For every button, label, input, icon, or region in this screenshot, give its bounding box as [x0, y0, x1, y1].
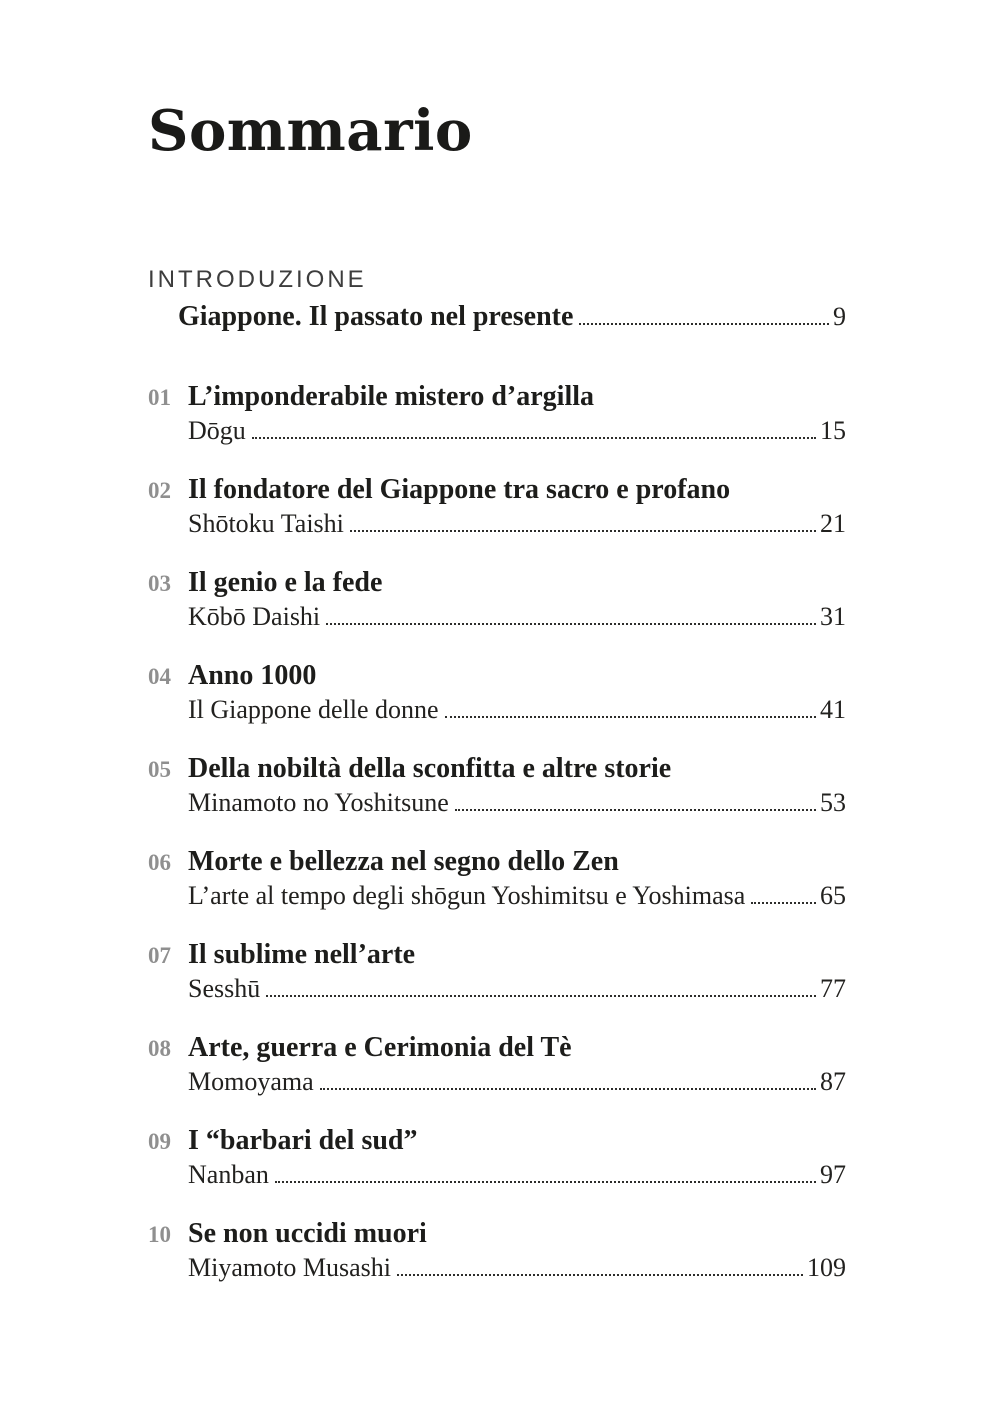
entry-subtitle-row: [188, 786, 846, 820]
page-number: 97: [820, 1160, 846, 1189]
dot-leader: [445, 716, 816, 718]
entry-title-row: [148, 1124, 846, 1158]
dot-leader: [579, 323, 829, 325]
page-number: 31: [820, 602, 846, 631]
page-number: 53: [820, 788, 846, 817]
dot-leader: [320, 1088, 816, 1090]
page-title: Sommario: [148, 98, 473, 164]
chapter-number: 01: [148, 385, 171, 410]
chapter-number: 08: [148, 1036, 171, 1061]
toc-entry: [148, 1124, 846, 1192]
chapter-number: 06: [148, 850, 171, 875]
page-number: 65: [820, 881, 846, 910]
page-number: 41: [820, 695, 846, 724]
dot-leader: [751, 902, 816, 904]
chapter-subtitle: L’arte al tempo degli shōgun Yoshimitsu e Yoshimasa: [188, 881, 746, 910]
entry-subtitle-row: [188, 600, 846, 634]
chapter-subtitle: Momoyama: [188, 1067, 314, 1096]
entry-title-row: [148, 659, 846, 693]
entry-title-row: [148, 1031, 846, 1065]
dot-leader: [266, 995, 816, 997]
chapter-title: Anno 1000: [188, 660, 317, 691]
entry-title-row: [148, 380, 846, 414]
dot-leader: [397, 1274, 803, 1276]
entry-title-row: [148, 566, 846, 600]
entry-title-row: [148, 938, 846, 972]
entry-subtitle-row: [188, 693, 846, 727]
chapter-title: L’imponderabile mistero d’argilla: [188, 381, 594, 412]
toc-content: [148, 96, 846, 1310]
chapter-title: Il genio e la fede: [188, 567, 383, 598]
dot-leader: [326, 623, 816, 625]
chapter-subtitle: Il Giappone delle donne: [188, 695, 439, 724]
toc-entry: [148, 845, 846, 913]
chapter-number: 02: [148, 478, 171, 503]
entry-title-row: [148, 752, 846, 786]
chapter-subtitle: Shōtoku Taishi: [188, 509, 344, 538]
page-number: 87: [820, 1067, 846, 1096]
chapter-number: 05: [148, 757, 171, 782]
entry-subtitle-row: [188, 1158, 846, 1192]
dot-leader: [275, 1181, 816, 1183]
entry-subtitle-row: [188, 972, 846, 1006]
chapter-subtitle: Dōgu: [188, 416, 246, 445]
page-number: 109: [807, 1253, 846, 1282]
chapter-number: 09: [148, 1129, 171, 1154]
entry-subtitle-row: [188, 414, 846, 448]
toc-entry: [148, 566, 846, 634]
toc-entry: [148, 938, 846, 1006]
dot-leader: [252, 437, 816, 439]
entry-title-row: [148, 845, 846, 879]
chapter-title: I “barbari del sud”: [188, 1125, 418, 1156]
intro-title: Giappone. Il passato nel presente: [178, 301, 574, 332]
intro-entry: [178, 300, 846, 334]
chapter-number: 07: [148, 943, 171, 968]
chapter-number: 10: [148, 1222, 171, 1247]
entry-subtitle-row: [188, 1251, 846, 1285]
toc-entry: [148, 659, 846, 727]
page-number: 21: [820, 509, 846, 538]
toc-entry: [148, 380, 846, 448]
entry-subtitle-row: [188, 879, 846, 913]
chapter-title: Arte, guerra e Cerimonia del Tè: [188, 1032, 572, 1063]
chapter-title: Se non uccidi muori: [188, 1218, 427, 1249]
chapter-number: 03: [148, 571, 171, 596]
chapter-subtitle: Minamoto no Yoshitsune: [188, 788, 449, 817]
chapter-number: 04: [148, 664, 171, 689]
intro-section-label: INTRODUZIONE: [148, 266, 367, 293]
intro-section: [148, 266, 846, 334]
toc-entry: [148, 473, 846, 541]
chapter-subtitle: Nanban: [188, 1160, 269, 1189]
chapter-title: Il fondatore del Giappone tra sacro e profano: [188, 474, 731, 505]
page-number: 9: [833, 302, 846, 331]
chapter-title: Della nobiltà della sconfitta e altre storie: [188, 753, 672, 784]
chapter-title: Morte e bellezza nel segno dello Zen: [188, 846, 619, 877]
chapter-subtitle: Miyamoto Musashi: [188, 1253, 391, 1282]
toc-entry: [148, 752, 846, 820]
page-number: 77: [820, 974, 846, 1003]
page-number: 15: [820, 416, 846, 445]
entry-title-row: [148, 473, 846, 507]
toc-entry: [148, 1031, 846, 1099]
chapter-subtitle: Kōbō Daishi: [188, 602, 321, 631]
entry-title-row: [148, 1217, 846, 1251]
entry-subtitle-row: [188, 1065, 846, 1099]
entry-subtitle-row: [188, 507, 846, 541]
chapter-title: Il sublime nell’arte: [188, 939, 416, 970]
toc-entry: [148, 1217, 846, 1285]
chapter-subtitle: Sesshū: [188, 974, 261, 1003]
dot-leader: [455, 809, 816, 811]
dot-leader: [350, 530, 816, 532]
